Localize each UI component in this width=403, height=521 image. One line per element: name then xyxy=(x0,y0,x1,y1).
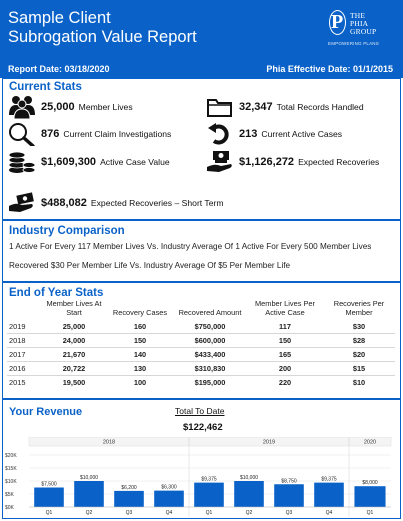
table-row xyxy=(7,362,395,376)
cash-hand-icon xyxy=(7,191,37,215)
stat-total-records xyxy=(205,95,364,119)
circular-arrow-icon xyxy=(205,122,235,146)
table-cell: 100 xyxy=(133,378,147,387)
x-tick-label: Q2 xyxy=(245,510,253,516)
report-title xyxy=(8,9,197,47)
revenue-title: Your Revenue xyxy=(9,406,83,418)
column-header: Member Lives At Start xyxy=(46,299,102,317)
year-cell: 2018 xyxy=(7,334,41,348)
revenue-bar-chart xyxy=(3,437,399,517)
table-header-row xyxy=(7,300,395,320)
logo-name xyxy=(350,12,376,36)
column-header xyxy=(7,300,41,320)
table-cell: 21,670 xyxy=(41,348,107,362)
table-cell: $10 xyxy=(352,378,366,387)
stat-value: $1,126,272 xyxy=(239,156,295,168)
y-tick-label: $10K xyxy=(5,479,17,485)
stat-expected-recoveries xyxy=(205,150,379,174)
end-of-year-section xyxy=(2,282,401,399)
year-cell: 2019 xyxy=(7,320,41,334)
table-row xyxy=(7,376,395,390)
year-group-label: 2019 xyxy=(262,439,276,446)
table-cell: 130 xyxy=(107,362,173,376)
magnifier-icon xyxy=(7,122,37,146)
bar-value-label: $10,000 xyxy=(79,475,99,481)
column-header: Member Lives Per Active Case xyxy=(255,299,315,317)
stat-value: $1,609,300 xyxy=(41,156,97,168)
bar-value-label: $9,375 xyxy=(321,476,337,483)
stat-label: Active Case Value xyxy=(100,157,170,167)
table-cell: 25,000 xyxy=(41,320,107,334)
industry-comparison-section xyxy=(2,220,401,282)
industry-comparison-title: Industry Comparison xyxy=(9,225,125,237)
table-cell: 20,722 xyxy=(41,362,107,376)
stat-label: Current Active Cases xyxy=(261,129,343,139)
table-cell: $750,000 xyxy=(173,320,247,334)
y-tick-label: $5K xyxy=(5,492,14,498)
x-tick-label: Q4 xyxy=(165,510,173,516)
x-tick-label: Q1 xyxy=(45,510,53,516)
current-stats-title: Current Stats xyxy=(9,81,82,93)
logo-tagline: EMPOWERING PLANS xyxy=(328,41,379,46)
logo-letter: P xyxy=(331,11,344,33)
year-cell: 2016 xyxy=(7,362,41,376)
table-cell: 117 xyxy=(247,320,323,334)
column-header: Recoveries Per Member xyxy=(333,299,385,317)
bar xyxy=(114,491,144,507)
bar-value-label: $8,000 xyxy=(362,480,378,487)
coin-stack-icon xyxy=(7,150,37,174)
stat-short-term-recoveries xyxy=(7,191,224,215)
table-cell: 200 xyxy=(247,362,323,376)
stat-claim-investigations xyxy=(7,122,171,146)
bar xyxy=(314,483,344,507)
bar xyxy=(154,491,184,507)
column-header: Recovery Cases xyxy=(112,307,168,317)
table-cell: $20 xyxy=(323,348,395,362)
comparison-line: 1 Active For Every 117 Member Lives Vs. Industry Average Of 1 Active For Every 500 Member Lives xyxy=(9,242,372,251)
report-name: Subrogation Value Report xyxy=(8,28,197,46)
table-cell: 165 xyxy=(247,348,323,362)
bar xyxy=(354,486,385,507)
table-row xyxy=(7,334,395,348)
phia-group-logo xyxy=(328,8,390,50)
logo-name-line: PHIA xyxy=(350,19,369,28)
stat-label: Expected Recoveries xyxy=(298,157,380,167)
stat-value: 25,000 xyxy=(41,101,75,113)
bar-value-label: $6,200 xyxy=(121,484,137,491)
y-tick-label: $15K xyxy=(5,466,17,472)
year-group-label: 2020 xyxy=(363,439,377,446)
x-tick-label: Q1 xyxy=(366,510,374,516)
table-cell: 150 xyxy=(107,334,173,348)
bar xyxy=(274,484,304,507)
bar xyxy=(234,481,264,507)
table-cell: 150 xyxy=(247,334,323,348)
x-tick-label: Q1 xyxy=(205,510,213,516)
stat-value: 32,347 xyxy=(239,101,273,113)
table-cell: 24,000 xyxy=(41,334,107,348)
stat-value: $488,082 xyxy=(41,197,87,209)
comparison-line: Recovered $30 Per Member Life Vs. Industry Average Of $5 Per Member Life xyxy=(9,261,291,270)
stat-label: Expected Recoveries – Short Term xyxy=(90,198,224,208)
report-date: Report Date: 03/18/2020 xyxy=(8,64,110,74)
table-row xyxy=(7,348,395,362)
stat-active-case-value xyxy=(7,150,170,174)
bar xyxy=(74,481,104,507)
bar-value-label: $8,750 xyxy=(281,478,297,485)
year-cell: 2017 xyxy=(7,348,41,362)
stat-active-cases xyxy=(205,122,342,146)
table-row xyxy=(7,320,395,334)
stat-label: Current Claim Investigations xyxy=(63,129,172,139)
year-cell: 2015 xyxy=(9,378,26,387)
x-tick-label: Q3 xyxy=(125,510,133,516)
stat-label: Total Records Handled xyxy=(276,102,364,112)
total-to-date-value: $122,462 xyxy=(183,422,223,433)
stat-value: 213 xyxy=(239,128,258,140)
end-of-year-title: End of Year Stats xyxy=(9,287,104,299)
y-tick-label: $0K xyxy=(5,505,14,511)
table-cell: $195,000 xyxy=(194,378,226,387)
table-cell: $310,830 xyxy=(173,362,247,376)
stat-value: 876 xyxy=(41,128,60,140)
table-cell: $433,400 xyxy=(173,348,247,362)
table-cell: 19,500 xyxy=(62,378,86,387)
bar-value-label: $6,300 xyxy=(161,484,177,491)
people-icon xyxy=(7,95,37,119)
bar xyxy=(194,483,224,507)
x-tick-label: Q2 xyxy=(85,510,93,516)
bar-value-label: $9,375 xyxy=(201,476,217,483)
column-header: Recovered Amount xyxy=(178,307,242,317)
table-cell: 160 xyxy=(107,320,173,334)
money-hand-icon xyxy=(205,150,235,174)
date-bar xyxy=(0,60,403,78)
y-tick-label: $20K xyxy=(5,453,17,459)
effective-date: Phia Effective Date: 01/1/2015 xyxy=(266,64,393,74)
revenue-section xyxy=(2,399,401,519)
logo-name-line: GROUP xyxy=(350,27,377,36)
current-stats-section xyxy=(2,78,401,220)
x-tick-label: Q4 xyxy=(325,510,333,516)
client-name: Sample Client xyxy=(8,9,111,27)
year-group-label: 2018 xyxy=(102,439,116,446)
table-cell: 140 xyxy=(107,348,173,362)
table-cell: 220 xyxy=(278,378,292,387)
total-to-date-label: Total To Date xyxy=(175,406,225,416)
folder-icon xyxy=(205,95,235,119)
bar xyxy=(34,488,64,508)
stat-label: Member Lives xyxy=(78,102,133,112)
logo-name-line: THE xyxy=(350,11,366,20)
stat-member-lives xyxy=(7,95,133,119)
table-cell: $30 xyxy=(323,320,395,334)
table-cell: $28 xyxy=(323,334,395,348)
x-tick-label: Q3 xyxy=(285,510,293,516)
bar-value-label: $10,000 xyxy=(239,475,259,481)
end-of-year-table xyxy=(7,300,395,389)
table-cell: $600,000 xyxy=(173,334,247,348)
bar-value-label: $7,500 xyxy=(41,481,57,488)
table-cell: $15 xyxy=(323,362,395,376)
